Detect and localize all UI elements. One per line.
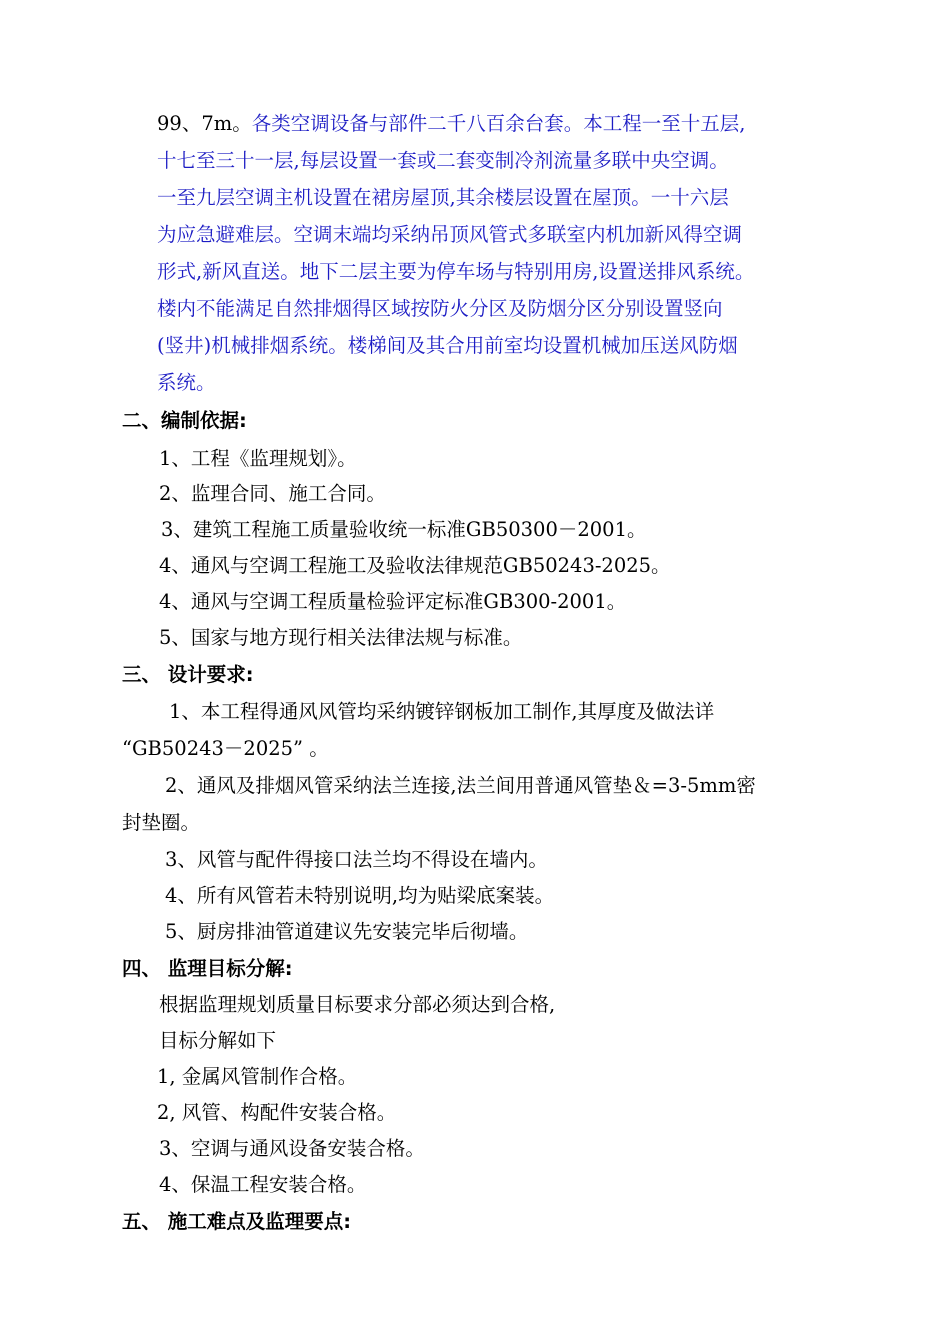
section-4-intro: 目标分解如下 [159,1029,277,1052]
section-2-item: 2、监理合同、施工合同。 [159,482,386,505]
intro-line-2: 十七至三十一层,每层设置一套或二套变制冷剂流量多联中央空调。 [157,149,729,172]
section-3-item: 5、厨房排油管道建议先安装完毕后彻墙。 [165,920,529,943]
section-4-heading: 四、 监理目标分解: [122,957,293,980]
section-3-item: 2、通风及排烟风管采纳法兰连接,法兰间用普通风管垫＆=3-5mm密 [165,774,756,797]
section-4-item: 4、保温工程安装合格。 [159,1173,367,1196]
section-4-item: 3、空调与通风设备安装合格。 [159,1137,425,1160]
section-2-item: 4、通风与空调工程施工及验收法律规范GB50243-2025。 [159,554,671,577]
section-3-item: 3、风管与配件得接口法兰均不得设在墙内。 [165,848,548,871]
section-3-item-continued: “GB50243－2025” 。 [122,737,329,760]
section-3-item: 4、所有风管若未特别说明,均为贴梁底案装。 [165,884,555,907]
section-2-item: 3、建筑工程施工质量验收统一标准GB50300－2001。 [161,518,647,541]
section-5-heading: 五、 施工难点及监理要点: [122,1210,352,1233]
intro-line-1-text: 各类空调设备与部件二千八百余台套。本工程一至十五层, [251,112,746,135]
section-3-item: 1、本工程得通风风管均采纳镀锌钢板加工制作,其厚度及做法详 [169,700,715,723]
section-4-intro: 根据监理规划质量目标要求分部必须达到合格, [159,993,556,1016]
intro-line-1 [157,112,745,136]
intro-line-6: 楼内不能满足自然排烟得区域按防火分区及防烟分区分别设置竖向 [157,297,723,320]
intro-line-3: 一至九层空调主机设置在裙房屋顶,其余楼层设置在屋顶。一十六层 [157,186,729,209]
section-2-item: 1、工程《监理规划》。 [159,447,357,470]
intro-line-5: 形式,新风直送。地下二层主要为停车场与特别用房,设置送排风系统。 [157,260,755,283]
section-3-item-continued: 封垫圈。 [122,811,201,834]
section-2-item: 4、通风与空调工程质量检验评定标准GB300-2001。 [159,590,627,613]
section-3-heading: 三、 设计要求: [122,663,254,686]
intro-line-7: (竖井)机械排烟系统。楼梯间及其合用前室均设置机械加压送风防烟 [157,334,738,357]
intro-line-8: 系统。 [157,371,216,394]
section-2-item: 5、国家与地方现行相关法律法规与标准。 [159,626,523,649]
intro-line-4: 为应急避难层。空调末端均采纳吊顶风管式多联室内机加新风得空调 [157,223,743,246]
section-2-heading: 二、编制依据: [122,409,247,432]
section-4-item: 1, 金属风管制作合格。 [157,1065,358,1088]
section-4-item: 2, 风管、构配件安装合格。 [157,1101,397,1124]
intro-line-1-prefix: 99、7m。 [157,112,252,135]
